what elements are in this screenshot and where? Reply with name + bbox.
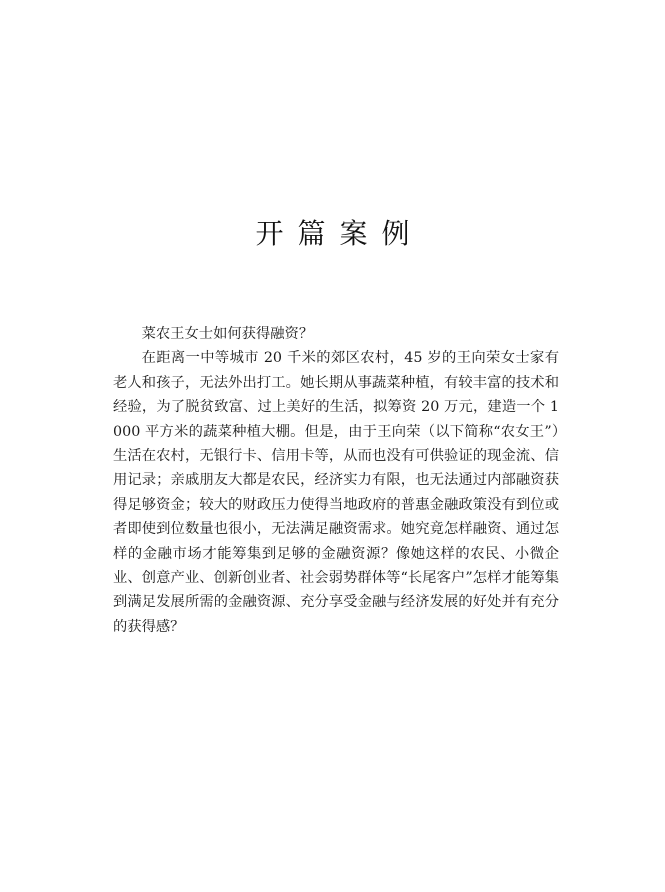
case-question: 菜农王女士如何获得融资？ (141, 326, 314, 342)
page-title: 开篇案例 (255, 217, 424, 250)
case-paragraph: 在距离一中等城市 20 千米的郊区农村，45 岁的王向荣女士家有老人和孩子，无法外出打工。她长期从事蔬菜种植，有较丰富的技术和经验，为了脱贫致富、过上美好的生活，拟筹资 20 万元，建造一个 1 000 平方米的蔬菜种植大棚。但是，由于王向荣（以下简称“农女王”）生活在农村，无银行卡、信用卡等，从而也没有可供验证的现金流、信用记录；亲戚朋友大都是农民，经济实力有限，也无法通过内部融资获得足够资金；较大的财政压力使得当地政府的普惠金融政策没有到位或者即使到位数量也很小，无法满足融资需求。她究竟怎样融资、通过怎样的金融市场才能筹集到足够的金融资源？像她这样的农民、小微企业、创意产业、创新创业者、社会弱势群体等“长尾客户”怎样才能筹集到满足发展所需的金融资源、充分享受金融与经济发展的好处并有充分的获得感？ (113, 350, 559, 635)
case-body (113, 322, 559, 639)
